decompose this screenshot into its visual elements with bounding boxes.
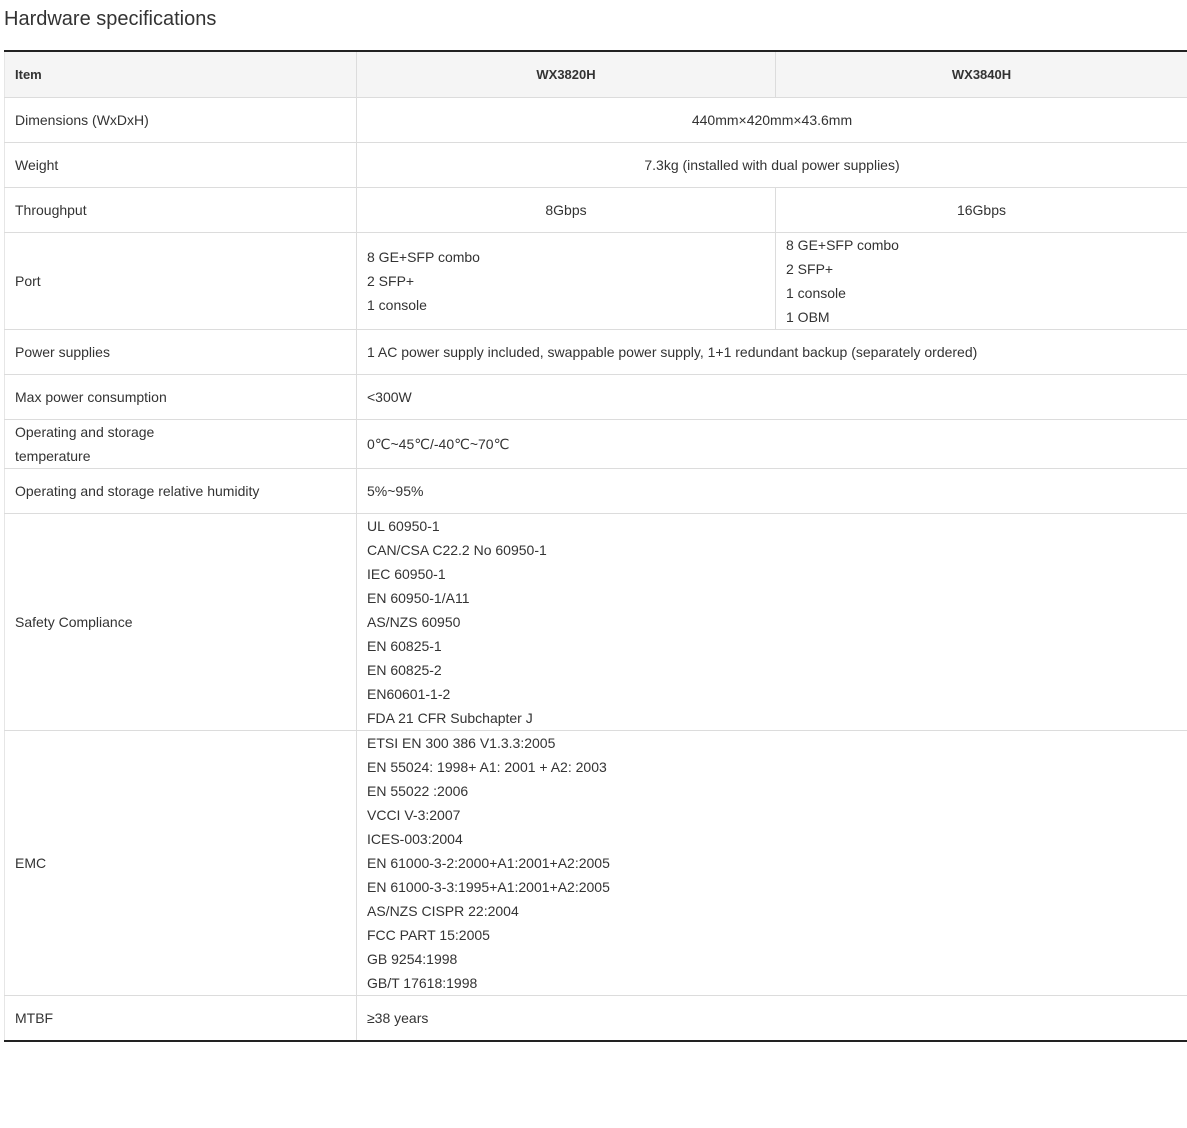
row-temperature [5,420,1187,469]
emc-line: EN 55022 :2006 [367,783,469,799]
emc-line: ETSI EN 300 386 V1.3.3:2005 [367,735,556,751]
emc-values [357,731,1187,996]
row-emc [5,731,1187,996]
port-line: 8 GE+SFP combo [786,237,899,253]
emc-line: EN 55024: 1998+ A1: 2001 + A2: 2003 [367,759,607,775]
hardware-spec-table [4,50,1187,1042]
weight-value: 7.3kg (installed with dual power supplies) [357,143,1187,188]
port-wx3840h [776,233,1187,330]
power-supplies-value: 1 AC power supply included, swappable power supply, 1+1 redundant backup (separately ordered) [357,330,1187,375]
humidity-value: 5%~95% [357,469,1187,514]
max-power-value: <300W [357,375,1187,420]
row-mtbf [5,996,1187,1042]
row-label: Throughput [5,188,357,233]
safety-line: FDA 21 CFR Subchapter J [367,710,533,726]
row-max-power [5,375,1187,420]
row-label [5,420,357,469]
header-model-wx3820h: WX3820H [357,51,776,98]
row-weight [5,143,1187,188]
safety-line: IEC 60950-1 [367,566,446,582]
emc-line: GB 9254:1998 [367,951,458,967]
header-item: Item [5,51,357,98]
emc-line: AS/NZS CISPR 22:2004 [367,903,519,919]
row-safety-compliance [5,514,1187,731]
safety-line: EN 60950-1/A11 [367,590,470,606]
safety-line: EN60601-1-2 [367,686,451,702]
mtbf-value: ≥38 years [357,996,1187,1042]
safety-line: EN 60825-1 [367,638,442,654]
row-label: EMC [5,731,357,996]
port-line: 1 console [367,297,427,313]
safety-values [357,514,1187,731]
emc-line: ICES-003:2004 [367,831,463,847]
port-line: 1 OBM [786,309,830,325]
row-label-line: temperature [15,448,91,464]
row-label: Operating and storage relative humidity [5,469,357,514]
row-label: Dimensions (WxDxH) [5,98,357,143]
row-port [5,233,1187,330]
emc-line: GB/T 17618:1998 [367,975,478,991]
row-label: Power supplies [5,330,357,375]
row-label: Max power consumption [5,375,357,420]
port-line: 8 GE+SFP combo [367,249,480,265]
header-model-wx3840h: WX3840H [776,51,1187,98]
temperature-value: 0℃~45℃/-40℃~70℃ [357,420,1187,469]
row-throughput [5,188,1187,233]
row-label-line: Operating and storage [15,424,155,440]
port-wx3820h [357,233,776,330]
throughput-wx3820h: 8Gbps [357,188,776,233]
emc-line: VCCI V-3:2007 [367,807,461,823]
safety-line: CAN/CSA C22.2 No 60950-1 [367,542,547,558]
emc-line: EN 61000-3-3:1995+A1:2001+A2:2005 [367,879,610,895]
row-dimensions [5,98,1187,143]
throughput-wx3840h: 16Gbps [776,188,1187,233]
page-title: Hardware specifications [4,8,217,30]
row-power-supplies [5,330,1187,375]
port-line: 2 SFP+ [786,261,834,277]
emc-line: EN 61000-3-2:2000+A1:2001+A2:2005 [367,855,610,871]
row-label: Safety Compliance [5,514,357,731]
emc-line: FCC PART 15:2005 [367,927,490,943]
table-header-row [5,51,1187,98]
row-label: Port [5,233,357,330]
safety-line: AS/NZS 60950 [367,614,461,630]
port-line: 2 SFP+ [367,273,415,289]
row-label: Weight [5,143,357,188]
dimensions-value: 440mm×420mm×43.6mm [357,98,1187,143]
port-line: 1 console [786,285,846,301]
safety-line: UL 60950-1 [367,518,440,534]
row-label: MTBF [5,996,357,1042]
row-humidity [5,469,1187,514]
safety-line: EN 60825-2 [367,662,442,678]
